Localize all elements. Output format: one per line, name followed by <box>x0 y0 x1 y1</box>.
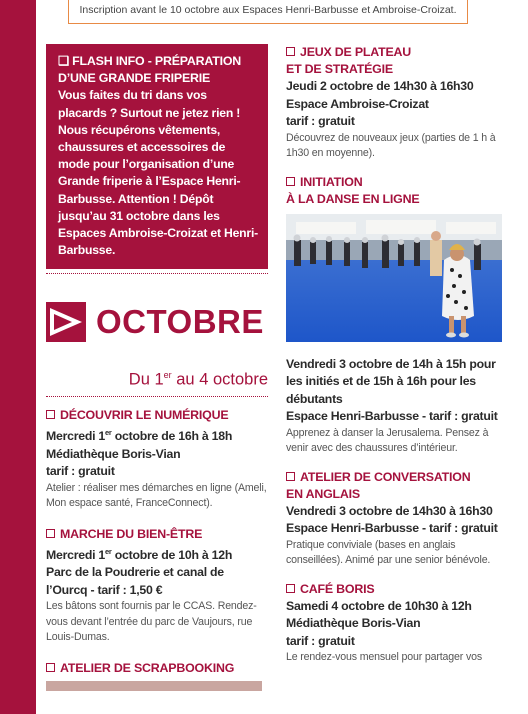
event-title-text: JEUX DE PLATEAU <box>300 45 412 59</box>
divider <box>46 273 268 274</box>
event-place: Médiathèque Boris-Vian <box>46 446 181 461</box>
event-desc: Le rendez-vous mensuel pour partager vos <box>286 651 482 663</box>
checkbox-icon <box>46 663 55 672</box>
scrapbooking-photo <box>46 681 262 691</box>
checkbox-icon <box>286 472 295 481</box>
event-danse <box>286 174 508 457</box>
event-desc: Les bâtons sont fournis par le CCAS. Rendez-vous devant l’entrée du parc de Vaujours, rue Louis-Dumas. <box>46 600 257 644</box>
event-when: Jeudi 2 octobre de 14h30 à 16h30 <box>286 79 474 93</box>
event-title-text: INITIATION <box>300 174 363 189</box>
event-numerique <box>46 407 268 512</box>
when-text: Mercredi 1 <box>46 547 106 562</box>
when-text: octobre de 16h à 18h <box>111 429 233 444</box>
event-when <box>46 543 268 565</box>
event-cafe-boris <box>286 581 508 666</box>
date-range <box>46 370 268 397</box>
event-marche <box>46 526 268 646</box>
event-title <box>46 526 268 543</box>
range-suffix: au 4 octobre <box>171 370 268 389</box>
event-title-text: ATELIER DE CONVERSATION <box>300 469 471 484</box>
when-text: Mercredi 1 <box>46 429 106 444</box>
checkbox-icon <box>286 177 295 186</box>
checkbox-icon <box>46 529 55 538</box>
checkbox-icon <box>286 47 295 56</box>
event-title-text: ATELIER DE SCRAPBOOKING <box>60 660 235 675</box>
registration-note <box>68 0 468 24</box>
flash-title-2: D’UNE GRANDE FRIPERIE <box>58 71 211 86</box>
event-when: Vendredi 3 octobre de 14h à 15h pour les initiés et de 15h à 16h pour les débutants <box>286 356 496 406</box>
event-when: Samedi 4 octobre de 10h30 à 12h <box>286 598 472 613</box>
event-place: Espace Henri-Barbusse - tarif : gratuit <box>286 521 498 535</box>
side-bar <box>0 0 36 714</box>
event-title <box>286 469 508 486</box>
event-desc: Apprenez à danser la Jerusalema. Pensez à venir avec des chaussures d’intérieur. <box>286 426 489 454</box>
when-sup: er <box>105 546 112 556</box>
range-prefix: Du 1 <box>128 370 164 389</box>
event-anglais <box>286 469 508 569</box>
range-sup: er <box>163 370 172 381</box>
registration-note-text: Inscription avant le 10 octobre aux Espaces Henri-Barbusse et Ambroise-Croizat. <box>79 4 457 16</box>
event-place: Médiathèque Boris-Vian <box>286 616 421 630</box>
dance-photo <box>286 214 502 342</box>
event-price: tarif : gratuit <box>286 114 355 128</box>
event-title <box>46 407 268 424</box>
event-price: tarif : gratuit <box>46 464 115 479</box>
event-title <box>286 174 508 191</box>
event-title <box>46 660 268 677</box>
event-desc: Atelier : réaliser mes démarches en ligne (Ameli, Mon espace santé, FranceConnect). <box>46 481 267 510</box>
checkbox-icon <box>286 584 295 593</box>
checkbox-icon <box>46 410 55 419</box>
event-jeux <box>286 44 508 162</box>
event-title-text: CAFÉ BORIS <box>300 581 375 596</box>
event-title-text: MARCHE DU BIEN-ÊTRE <box>60 526 203 541</box>
event-when <box>46 424 268 446</box>
when-text: octobre de 10h à 12h <box>111 547 233 562</box>
when-sup: er <box>105 427 112 437</box>
event-desc: Découvrez de nouveaux jeux (parties de 1 h à 1h30 en moyenne). <box>286 131 496 159</box>
left-column <box>46 44 268 691</box>
flash-info-box <box>46 44 268 269</box>
event-place: Parc de la Poudrerie et canal de l’Ourcq - tarif : 1,50 € <box>46 565 224 597</box>
event-title-2: EN ANGLAIS <box>286 486 360 501</box>
event-desc: Pratique conviviale (bases en anglais conseillées). Animé par une senior bénévole. <box>286 538 491 566</box>
event-title-2: À LA DANSE EN LIGNE <box>286 191 420 206</box>
event-scrapbooking <box>46 660 268 691</box>
right-column <box>286 44 508 666</box>
event-title <box>286 44 508 61</box>
spacer <box>286 342 508 356</box>
event-price: tarif : gratuit <box>286 633 355 648</box>
event-title <box>286 581 508 598</box>
play-arrow-icon <box>46 302 86 342</box>
flash-body: Vous faites du tri dans vos placards ? Surtout ne jetez rien ! Nous récupérons vêtements, chaussures et accessoires de mode pour l’organisation d’une Grande friperie à l’Espace Henri-Barbusse. Attention ! Dépôt jusqu’au 31 octobre dans les Espaces Ambroise-Croizat et Henri-Barbusse. <box>58 88 258 258</box>
month-heading <box>46 300 268 344</box>
month-title: OCTOBRE <box>96 303 264 341</box>
flash-title-1: ❑ FLASH INFO - PRÉPARATION <box>58 54 242 68</box>
event-place: Espace Ambroise-Croizat <box>286 96 429 111</box>
event-place: Espace Henri-Barbusse - tarif : gratuit <box>286 409 498 423</box>
event-title-2: ET DE STRATÉGIE <box>286 62 393 76</box>
event-when: Vendredi 3 octobre de 14h30 à 16h30 <box>286 503 493 518</box>
event-title-text: DÉCOUVRIR LE NUMÉRIQUE <box>60 407 229 422</box>
